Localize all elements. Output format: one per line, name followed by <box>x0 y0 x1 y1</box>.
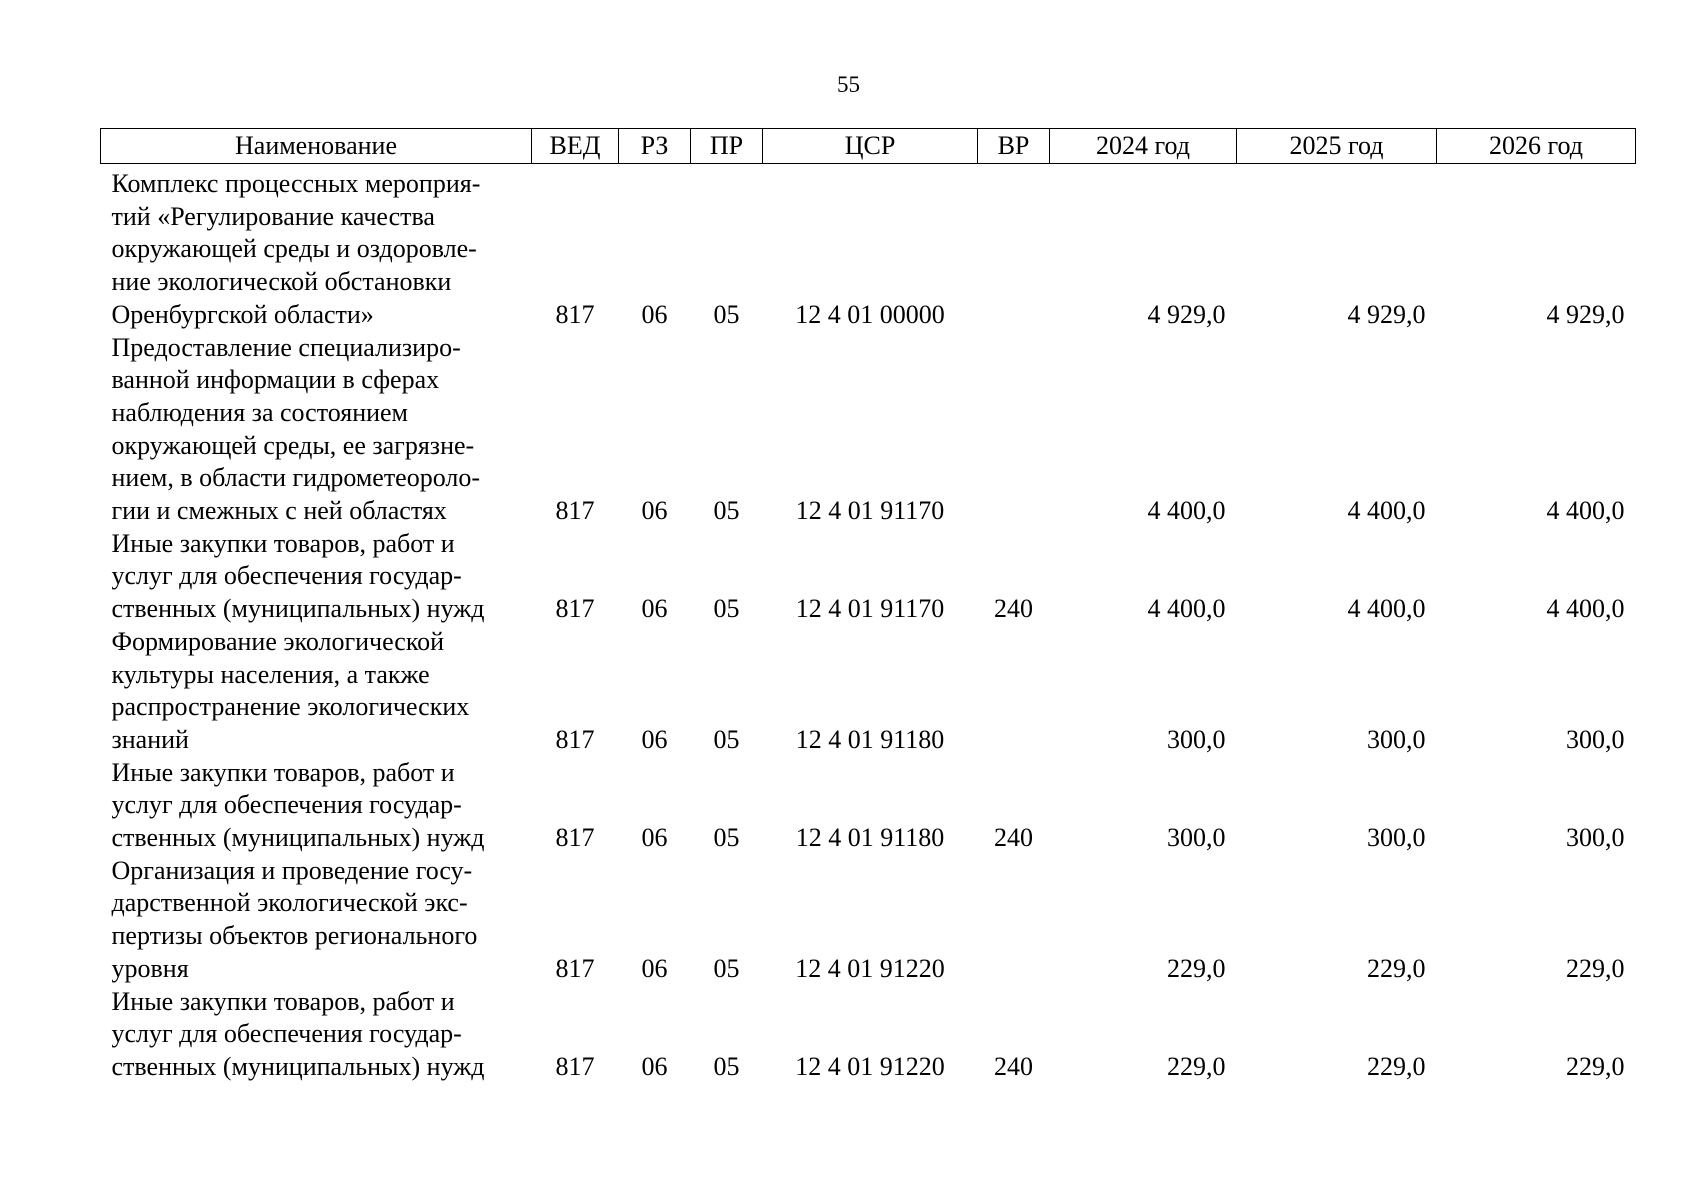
table-header-row <box>101 129 1636 164</box>
row-name-line: Формирование экологической <box>111 626 445 656</box>
row-csr: 12 4 01 91170 <box>795 594 945 624</box>
row-2024: 300,0 <box>1167 823 1226 853</box>
row-name-line: Иные закупки товаров, работ и <box>111 528 455 558</box>
table-row <box>101 528 1636 626</box>
header-pr: ПР <box>691 129 763 164</box>
row-2024: 4 400,0 <box>1147 594 1226 624</box>
row-name-line: ственных (муниципальных) нужд <box>111 1051 485 1081</box>
header-vr: ВР <box>978 129 1050 164</box>
row-csr: 12 4 01 91180 <box>795 823 945 853</box>
row-name-line: знаний <box>111 724 189 754</box>
row-name-line: распространение экологических <box>111 692 470 722</box>
row-name-line: пертизы объектов регионального <box>111 921 478 951</box>
row-ved: 817 <box>555 299 595 329</box>
row-rz: 06 <box>641 594 668 624</box>
row-pr: 05 <box>713 299 740 329</box>
row-2026: 4 400,0 <box>1546 594 1625 624</box>
row-name-line: услуг для обеспечения государ- <box>111 561 462 591</box>
row-rz: 06 <box>641 299 668 329</box>
row-name <box>101 332 532 528</box>
row-vr: 240 <box>994 594 1033 624</box>
row-pr: 05 <box>713 724 740 754</box>
row-name-line: тий «Регулирование качества <box>111 201 435 231</box>
table-row <box>101 626 1636 757</box>
row-2026: 300,0 <box>1566 823 1625 853</box>
row-name-line: ственных (муниципальных) нужд <box>111 823 485 853</box>
row-name <box>101 855 532 986</box>
header-name: Наименование <box>101 129 532 164</box>
page-number: 55 <box>837 72 860 97</box>
row-csr: 12 4 01 00000 <box>795 299 945 329</box>
row-pr: 05 <box>713 594 740 624</box>
row-csr: 12 4 01 91180 <box>795 724 945 754</box>
row-name-line: дарственной экологической экс- <box>111 888 468 918</box>
row-rz: 06 <box>641 724 668 754</box>
row-name-line: уровня <box>111 953 189 983</box>
table-row <box>101 986 1636 1084</box>
header-rz: РЗ <box>619 129 691 164</box>
row-ved: 817 <box>555 1051 595 1081</box>
header-ved: ВЕД <box>532 129 619 164</box>
table-row <box>101 855 1636 986</box>
table-row <box>101 332 1636 528</box>
row-name-line: культуры населения, а также <box>111 659 430 689</box>
row-name-line: наблюдения за состоянием <box>111 397 409 427</box>
row-name-line: Оренбургской области» <box>111 299 374 329</box>
row-2026: 229,0 <box>1566 953 1625 983</box>
row-name <box>101 164 532 332</box>
table-row <box>101 164 1636 332</box>
row-vr: 240 <box>994 823 1033 853</box>
row-2024: 300,0 <box>1167 724 1226 754</box>
row-ved: 817 <box>555 724 595 754</box>
row-pr: 05 <box>713 1051 740 1081</box>
row-name-line: ванной информации в сферах <box>111 365 440 395</box>
row-vr: 240 <box>994 1051 1033 1081</box>
row-2026: 229,0 <box>1566 1051 1625 1081</box>
row-name <box>101 626 532 757</box>
row-name-line: окружающей среды, ее загрязне- <box>111 430 475 460</box>
table-row <box>101 757 1636 855</box>
row-2025: 300,0 <box>1367 823 1426 853</box>
header-2026: 2026 год <box>1437 129 1636 164</box>
row-ved: 817 <box>555 594 595 624</box>
row-2025: 4 400,0 <box>1347 594 1426 624</box>
row-name-line: услуг для обеспечения государ- <box>111 790 462 820</box>
header-2024: 2024 год <box>1050 129 1237 164</box>
row-csr: 12 4 01 91220 <box>795 1051 945 1081</box>
budget-table <box>100 128 1636 1084</box>
row-2026: 4 400,0 <box>1546 496 1625 526</box>
row-name-line: окружающей среды и оздоровле- <box>111 234 477 264</box>
row-2026: 300,0 <box>1566 724 1625 754</box>
row-2025: 300,0 <box>1367 724 1426 754</box>
row-2024: 4 929,0 <box>1147 299 1226 329</box>
row-2024: 4 400,0 <box>1147 496 1226 526</box>
row-rz: 06 <box>641 496 668 526</box>
row-name-line: нием, в области гидрометеороло- <box>111 463 481 493</box>
row-vr <box>978 164 1050 332</box>
header-2025: 2025 год <box>1237 129 1437 164</box>
row-ved: 817 <box>555 496 595 526</box>
row-csr: 12 4 01 91220 <box>795 953 945 983</box>
row-name <box>101 757 532 855</box>
row-2024: 229,0 <box>1167 953 1226 983</box>
row-name-line: гии и смежных с ней областях <box>111 496 447 526</box>
row-rz: 06 <box>641 1051 668 1081</box>
row-pr: 05 <box>713 953 740 983</box>
row-name-line: ственных (муниципальных) нужд <box>111 594 485 624</box>
row-name-line: услуг для обеспечения государ- <box>111 1019 462 1049</box>
row-pr: 05 <box>713 823 740 853</box>
row-name-line: Комплекс процессных мероприя- <box>111 169 481 198</box>
row-rz: 06 <box>641 953 668 983</box>
row-pr: 05 <box>713 496 740 526</box>
row-name-line: Иные закупки товаров, работ и <box>111 757 455 787</box>
row-2025: 4 929,0 <box>1347 299 1426 329</box>
row-ved: 817 <box>555 823 595 853</box>
row-2025: 4 400,0 <box>1347 496 1426 526</box>
row-vr <box>978 855 1050 986</box>
row-rz: 06 <box>641 823 668 853</box>
row-2025: 229,0 <box>1367 953 1426 983</box>
row-2024: 229,0 <box>1167 1051 1226 1081</box>
row-name-line: ние экологической обстановки <box>111 267 452 297</box>
row-name <box>101 986 532 1084</box>
row-2026: 4 929,0 <box>1546 299 1625 329</box>
row-name-line: Организация и проведение госу- <box>111 855 473 885</box>
row-vr <box>978 332 1050 528</box>
row-vr <box>978 626 1050 757</box>
row-name-line: Иные закупки товаров, работ и <box>111 986 455 1016</box>
row-2025: 229,0 <box>1367 1051 1426 1081</box>
row-ved: 817 <box>555 953 595 983</box>
header-csr: ЦСР <box>763 129 978 164</box>
row-name <box>101 528 532 626</box>
row-csr: 12 4 01 91170 <box>795 496 945 526</box>
row-name-line: Предоставление специализиро- <box>111 332 461 362</box>
